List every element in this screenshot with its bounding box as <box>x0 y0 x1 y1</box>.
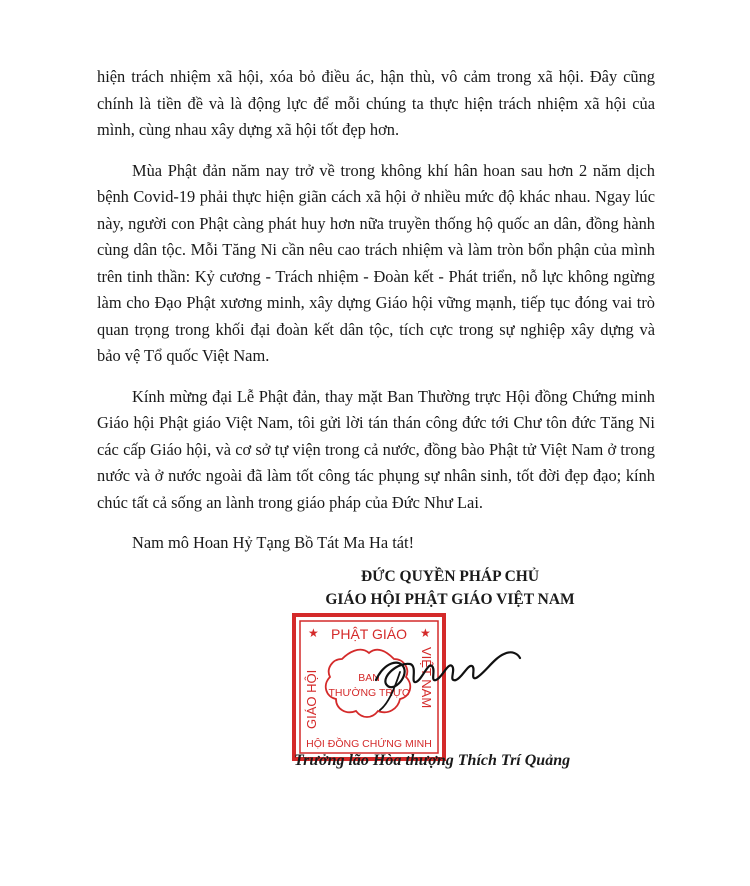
signature-title-line2: GIÁO HỘI PHẬT GIÁO VIỆT NAM <box>325 591 575 608</box>
paragraph-1: hiện trách nhiệm xã hội, xóa bỏ điều ác, hận thù, vô cảm trong xã hội. Đây cũng chính là tiền đề và là động lực để mỗi chúng ta thực hiện trách nhiệm xã hội của mình, cùng nhau xây dựng xã hội tốt đẹp hơn. <box>97 67 655 139</box>
paragraph-2: Mùa Phật đản năm nay trở về trong không khí hân hoan sau hơn 2 năm dịch bệnh Covid-19 phải thực hiện giãn cách xã hội ở nhiều mức độ khác nhau. Ngay lúc này, người con Phật càng phát huy hơn nữa truyền thống hộ quốc an dân, đồng hành cùng dân tộc. Mỗi Tăng Ni cần nêu cao trách nhiệm và làm tròn bổn phận của mình trên tinh thần: Kỷ cương - Trách nhiệm - Đoàn kết - Phát triển, nỗ lực không ngừng làm cho Đạo Phật xương minh, xây dựng Giáo hội vững mạnh, tiếp tục đóng vai trò quan trọng trong khối đại đoàn kết dân tộc, tích cực trong sự nghiệp xây dựng và bảo vệ Tổ quốc Việt Nam. <box>97 160 655 365</box>
signature-title-block <box>290 565 610 611</box>
closing-invocation: Nam mô Hoan Hỷ Tạng Bồ Tát Ma Ha tát! <box>132 533 415 552</box>
stamp-star-left: ★ <box>308 626 319 640</box>
handwritten-signature <box>370 632 530 712</box>
stamp-top-text: PHẬT GIÁO <box>331 626 407 642</box>
letter-body <box>97 64 655 571</box>
stamp-right-text: VIỆT NAM <box>419 647 434 709</box>
stamp-center-line1: BAN <box>358 672 380 684</box>
paragraph-3: Kính mừng đại Lễ Phật đản, thay mặt Ban Thường trực Hội đồng Chứng minh Giáo hội Phật giáo Việt Nam, tôi gửi lời tán thán công đức tới Chư tôn đức Tăng Ni các cấp Giáo hội, và cơ sở tự viện trong cả nước, đồng bào Phật tử Việt Nam ở trong nước và ở nước ngoài đã làm tốt công tác phụng sự nhân sinh, tốt đời đẹp đạo; kính chúc tất cả sống an lành trong giáo pháp của Đức Như Lai. <box>97 386 655 512</box>
stamp-left-text: GIÁO HỘI <box>304 669 319 729</box>
stamp-center-line2: THƯỜNG TRỰC <box>328 687 410 699</box>
signature-title-line1: ĐỨC QUYỀN PHÁP CHỦ <box>360 568 540 585</box>
stamp-bottom-text: HỘI ĐỒNG CHỨNG MINH <box>306 738 432 750</box>
stamp-star-right: ★ <box>420 626 431 640</box>
signer-name: Trưởng lão Hòa thượng Thích Trí Quảng <box>294 752 571 769</box>
